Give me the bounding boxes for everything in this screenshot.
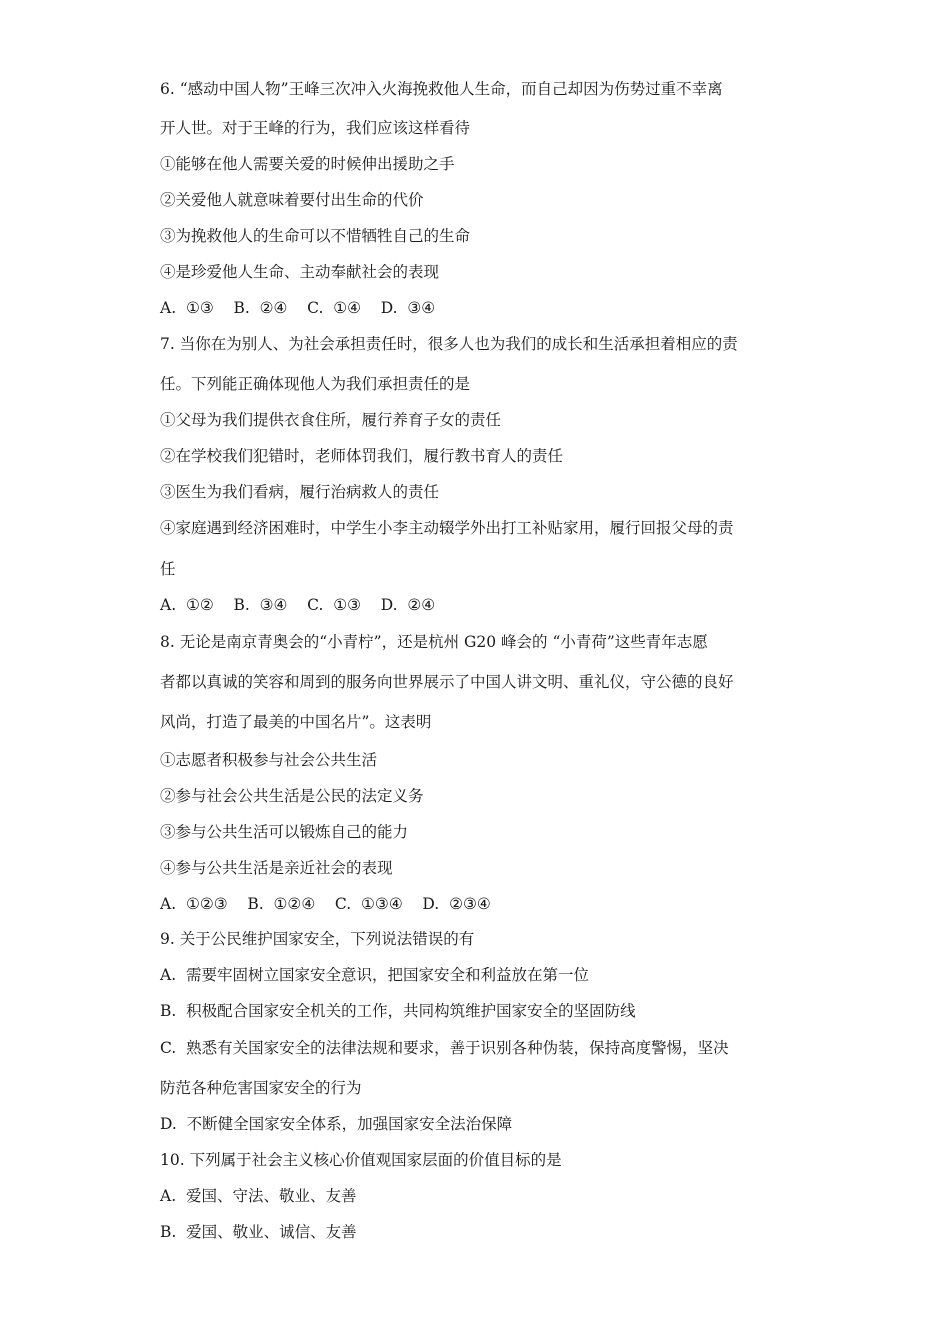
q7-stem-line-1: 7. 当你在为别人、为社会承担责任时，很多人也为我们的成长和生活承担着相应的责 [160,335,738,353]
q7-item-4: ④家庭遇到经济困难时，中学生小李主动辍学外出打工补贴家用，履行回报父母的责 [160,519,734,537]
q7-item-1: ①父母为我们提供衣食住所，履行养育子女的责任 [160,411,502,429]
q6-item-1: ①能够在他人需要关爱的时候伸出援助之手 [160,155,455,173]
q8-stem-line-1: 8. 无论是南京青奥会的“小青柠”，还是杭州 G20 峰会的 “小青荷”这些青年志愿 [160,633,708,651]
q8-item-4: ④参与公共生活是亲近社会的表现 [160,859,393,877]
q9-option-c-line-2: 防范各种危害国家安全的行为 [160,1079,362,1097]
q7-item-4-cont: 任 [160,560,176,578]
q6-item-3: ③为挽救他人的生命可以不惜牺牲自己的生命 [160,227,471,245]
q8-item-2: ②参与社会公共生活是公民的法定义务 [160,787,424,805]
q7-item-3: ③医生为我们看病，履行治病救人的责任 [160,483,440,501]
q7-stem-line-2: 任。下列能正确体现他人为我们承担责任的是 [160,375,471,393]
q6-item-4: ④是珍爱他人生命、主动奉献社会的表现 [160,263,440,281]
q9-option-a: A. 需要牢固树立国家安全意识，把国家安全和利益放在第一位 [160,966,589,984]
q9-option-b: B. 积极配合国家安全机关的工作，共同构筑维护国家安全的坚固防线 [160,1002,636,1020]
q8-options: A. ①②③ B. ①②④ C. ①③④ D. ②③④ [160,895,491,913]
q6-item-2: ②关爱他人就意味着要付出生命的代价 [160,191,424,209]
q9-option-c-line-1: C. 熟悉有关国家安全的法律法规和要求，善于识别各种伪装，保持高度警惕，坚决 [160,1039,729,1057]
q9-option-d: D. 不断健全国家安全体系，加强国家安全法治保障 [160,1115,513,1133]
q10-stem: 10. 下列属于社会主义核心价值观国家层面的价值目标的是 [160,1151,562,1169]
q6-stem-line-2: 开人世。对于王峰的行为，我们应该这样看待 [160,119,471,137]
q8-stem-line-2: 者都以真诚的笑容和周到的服务向世界展示了中国人讲文明、重礼仪，守公德的良好 [160,673,734,691]
q6-stem-line-1: 6. “感动中国人物”王峰三次冲入火海挽救他人生命，而自己却因为伤势过重不幸离 [160,80,723,98]
q10-option-a: A. 爱国、守法、敬业、友善 [160,1187,357,1205]
q7-item-2: ②在学校我们犯错时，老师体罚我们，履行教书育人的责任 [160,447,564,465]
q8-item-1: ①志愿者积极参与社会公共生活 [160,751,378,769]
q9-stem: 9. 关于公民维护国家安全，下列说法错误的有 [160,930,475,948]
q7-options: A. ①② B. ③④ C. ①③ D. ②④ [160,596,436,614]
q6-options: A. ①③ B. ②④ C. ①④ D. ③④ [160,299,436,317]
q8-item-3: ③参与公共生活可以锻炼自己的能力 [160,823,409,841]
q8-stem-line-3: 风尚，打造了最美的中国名片”。这表明 [160,713,432,731]
q10-option-b: B. 爱国、敬业、诚信、友善 [160,1223,357,1241]
